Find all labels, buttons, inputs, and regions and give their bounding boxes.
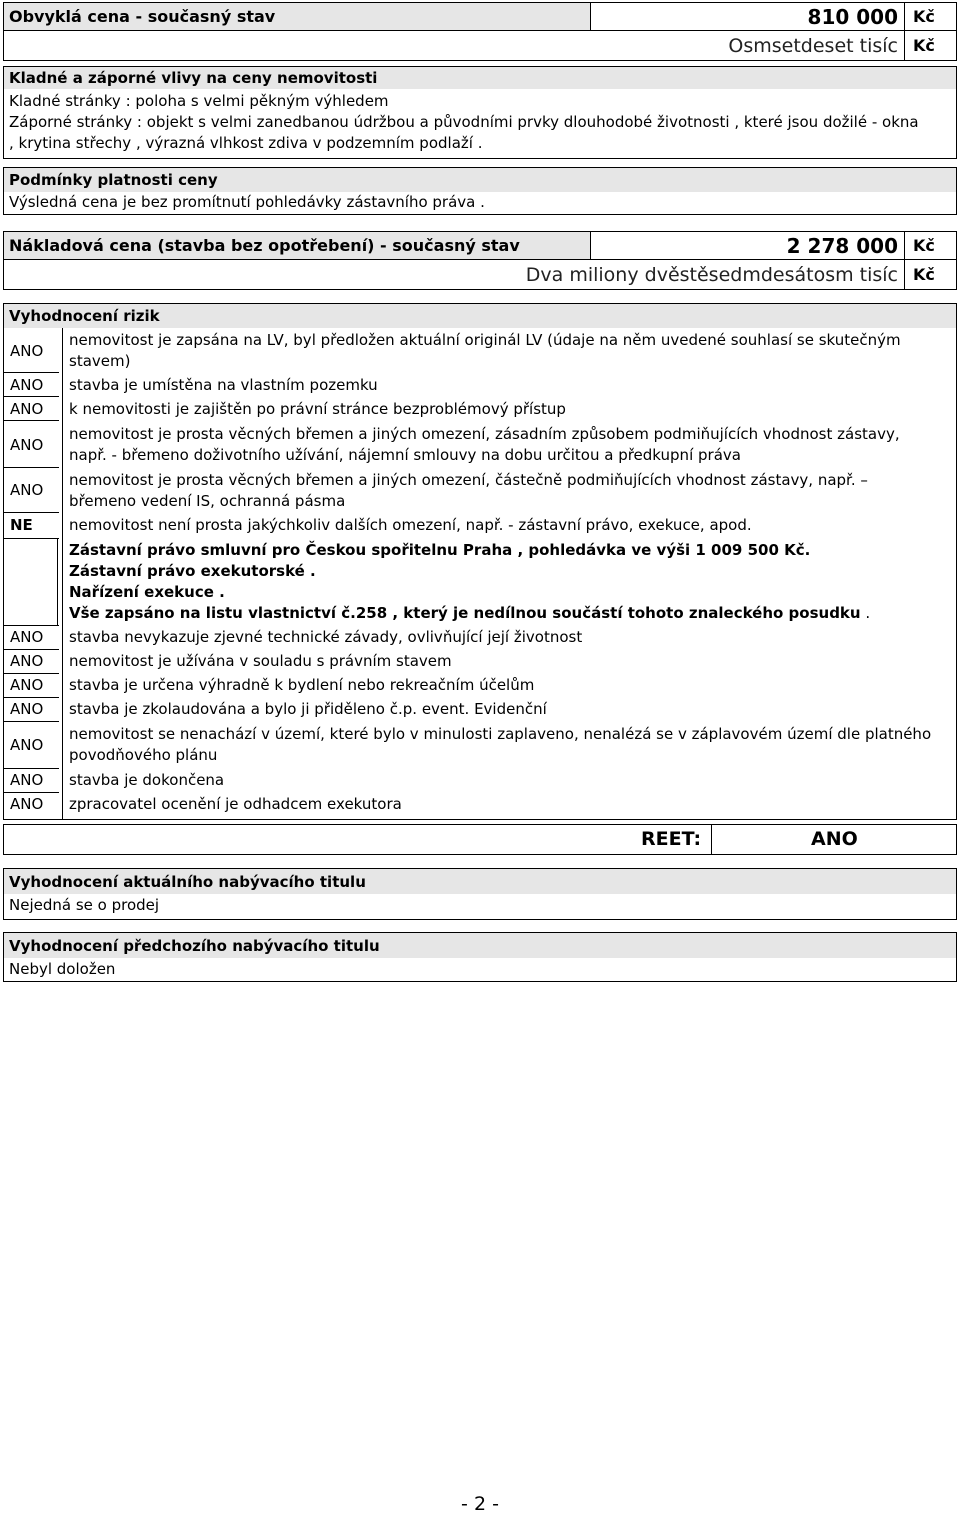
risk-row-separator	[4, 792, 59, 793]
risk-text: stavba je zkolaudována a bylo ji přiděleno č.p. event. Evidenční	[69, 700, 547, 718]
validity-text: Výsledná cena je bez promítnutí pohledávky zástavního práva .	[9, 193, 485, 211]
market-price-words-currency: Kč	[913, 36, 935, 55]
risk-text: nemovitost není prosta jakýchkoliv dalších omezení, např. - zástavní právo, exekuce, apod.	[69, 516, 752, 534]
current-title-block	[3, 868, 957, 920]
risk-text: stavba je určena výhradně k bydlení nebo rekreačním účelům	[69, 676, 535, 694]
risk-text: k nemovitosti je zajištěn po právní stránce bezproblémový přístup	[69, 400, 566, 418]
market-price-words-currency-cell	[904, 30, 957, 61]
cost-price-words-cell	[3, 259, 905, 290]
risk-row-separator	[4, 625, 59, 626]
risk-note-row	[69, 603, 952, 624]
risk-flag: ANO	[10, 342, 44, 360]
cost-price-words-currency: Kč	[913, 265, 935, 284]
market-price-currency: Kč	[913, 7, 935, 26]
risk-flag: ANO	[10, 436, 44, 454]
current-title-heading: Vyhodnocení aktuálního nabývacího titulu	[4, 869, 956, 894]
risk-text: nemovitost je užívána v souladu s právním stavem	[69, 652, 452, 670]
risk-note: Nařízení exekuce .	[69, 583, 225, 601]
market-price-words: Osmsetdeset tisíc	[728, 35, 898, 57]
cost-price-amount: 2 278 000	[786, 234, 898, 258]
cost-price-words: Dva miliony dvěstěsedmdesátosm tisíc	[525, 264, 898, 286]
risk-flag: ANO	[10, 400, 44, 418]
cost-price-currency-cell	[904, 231, 957, 260]
risk-flag: ANO	[10, 628, 44, 646]
risk-row-separator	[4, 396, 59, 397]
influences-title: Kladné a záporné vlivy na ceny nemovitosti	[4, 67, 956, 89]
risk-flag: ANO	[10, 652, 44, 670]
risk-note-tail: .	[865, 604, 871, 622]
validity-block	[3, 167, 957, 215]
risk-text: nemovitost je zapsána na LV, byl předložen aktuální originál LV (údaje na něm uvedené souhlasí se skutečným stavem)	[69, 331, 901, 370]
influences-negative-1: Záporné stránky : objekt s velmi zanedbanou údržbou a původními prvky dlouhodobé životnosti , které jsou dožilé - okna	[9, 113, 919, 131]
risk-row-separator	[4, 420, 59, 421]
risk-row-separator	[4, 768, 59, 769]
risk-text: stavba nevykazuje zjevné technické závady, ovlivňující její životnost	[69, 628, 583, 646]
risk-text: stavba je dokončena	[69, 771, 225, 789]
risk-flag: ANO	[10, 736, 44, 754]
market-price-title: Obvyklá cena - současný stav	[9, 7, 276, 26]
cost-price-words-currency-cell	[904, 259, 957, 290]
market-price-amount: 810 000	[807, 5, 898, 29]
risk-row-separator	[4, 538, 59, 539]
influences-negative-2: , krytina střechy , výrazná vlhkost zdiva v podzemním podlaží .	[9, 134, 483, 152]
risk-row-separator	[4, 697, 59, 698]
market-price-amount-cell	[590, 2, 905, 31]
risk-flag: ANO	[10, 795, 44, 813]
risk-text: stavba je umístěna na vlastním pozemku	[69, 376, 378, 394]
risk-row-separator	[4, 673, 59, 674]
risk-flag: ANO	[10, 676, 44, 694]
page-number: - 2 -	[461, 1493, 499, 1515]
risk-row-separator	[4, 467, 59, 468]
risk-row-separator	[4, 649, 59, 650]
validity-title: Podmínky platnosti ceny	[4, 168, 956, 192]
influences-positive: Kladné stránky : poloha s velmi pěkným výhledem	[9, 92, 389, 110]
risk-flag: ANO	[10, 771, 44, 789]
market-price-title-cell	[3, 2, 591, 31]
cost-price-title: Nákladová cena (stavba bez opotřebení) - současný stav	[9, 236, 520, 255]
previous-title-text: Nebyl doložen	[9, 960, 116, 978]
risk-note: Zástavní právo smluvní pro Českou spořitelnu Praha , pohledávka ve výši 1 009 500 Kč.	[69, 541, 811, 559]
cost-price-currency: Kč	[913, 236, 935, 255]
risk-flag: ANO	[10, 376, 44, 394]
risk-flag-empty-box	[6, 539, 58, 626]
risk-row-separator	[4, 372, 59, 373]
risk-text: nemovitost je prosta věcných břemen a jiných omezení, částečně podmiňujících vhodnost zástavy, např. – břemeno vedení IS, ochranná pásma	[69, 471, 868, 510]
market-price-words-cell	[3, 30, 905, 61]
risk-text: zpracovatel ocenění je odhadcem exekutora	[69, 795, 402, 813]
risk-row-separator	[4, 721, 59, 722]
risk-flag: ANO	[10, 700, 44, 718]
reet-value: ANO	[811, 828, 858, 850]
risk-text: nemovitost se nenachází v území, které bylo v minulosti zaplaveno, nenalézá se v záplavovém území dle platného povodňového plánu	[69, 725, 932, 764]
previous-title-heading: Vyhodnocení předchozího nabývacího titulu	[4, 933, 956, 958]
reet-divider	[711, 824, 712, 855]
risk-text: nemovitost je prosta věcných břemen a jiných omezení, zásadním způsobem podmiňujících vhodnost zástavy, např. - břemeno doživotního užívání, nájemní smlouvy na dobu určitou a předkupní práva	[69, 425, 900, 464]
market-price-currency-cell	[904, 2, 957, 31]
risk-flag: ANO	[10, 481, 44, 499]
reet-label: REET:	[641, 828, 702, 850]
previous-title-block	[3, 932, 957, 982]
risks-title: Vyhodnocení rizik	[4, 304, 956, 328]
influences-block	[3, 66, 957, 159]
risk-flag: NE	[10, 516, 33, 534]
current-title-text: Nejedná se o prodej	[9, 896, 160, 914]
cost-price-title-cell	[3, 231, 591, 260]
risk-note: Zástavní právo exekutorské .	[69, 562, 316, 580]
cost-price-amount-cell	[590, 231, 905, 260]
risk-row-separator	[4, 512, 59, 513]
risk-note: Vše zapsáno na listu vlastnictví č.258 , který je nedílnou součástí tohoto znaleckého posudku	[69, 604, 861, 622]
